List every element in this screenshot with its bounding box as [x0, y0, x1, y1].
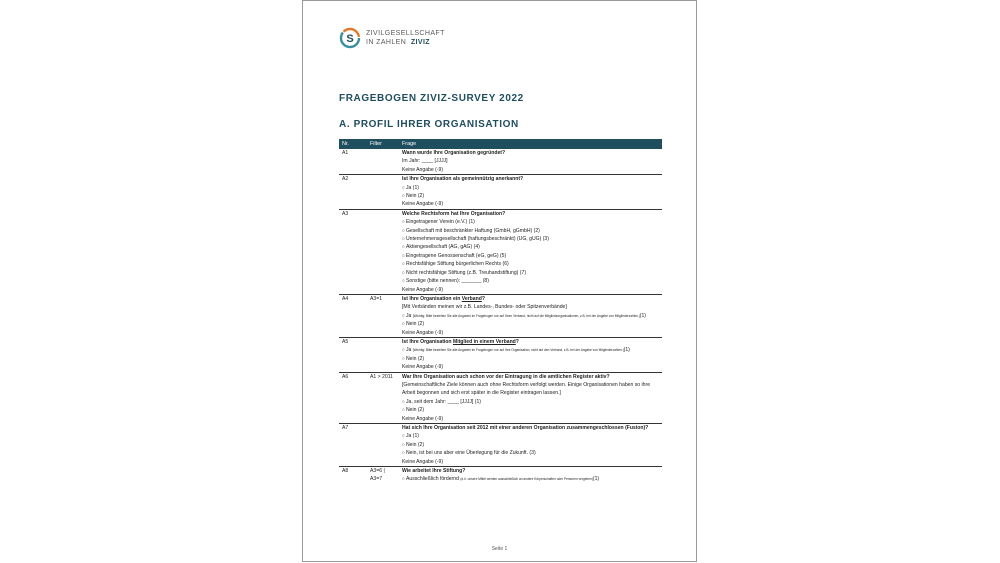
answer-line: Keine Angabe (-9) — [402, 415, 444, 422]
question-text: Ist Ihre Organisation Mitglied in einem Verband? — [402, 338, 519, 345]
table-row — [339, 294, 662, 337]
row-nr: A4 — [339, 294, 367, 337]
row-nr: A2 — [339, 175, 367, 210]
ziviz-logo-icon — [339, 27, 361, 49]
row-nr: A3 — [339, 209, 367, 294]
row-filter — [367, 337, 399, 372]
header-nr: Nr. — [339, 139, 367, 149]
row-question — [399, 424, 662, 467]
row-nr: A8 — [342, 468, 349, 475]
row-filter — [367, 175, 399, 210]
row-question — [399, 294, 662, 337]
row-question — [399, 175, 662, 210]
answer-option[interactable]: ○ Gesellschaft mit beschränkter Haftung (GmbH, gGmbH) (2) — [402, 227, 659, 235]
answer-line: Keine Angabe (-9) — [402, 364, 444, 371]
table-row — [339, 372, 662, 423]
answer-line: Keine Angabe (-9) — [402, 166, 444, 173]
table-row — [339, 337, 662, 372]
row-question — [399, 149, 662, 175]
answer-option[interactable]: ○ Ja (1) — [402, 184, 659, 192]
row-filter: A1 > 2011 — [367, 372, 399, 423]
question-text: War Ihre Organisation auch schon vor der Eintragung in die amtlichen Register aktiv? — [402, 373, 610, 380]
answer-line: Keine Angabe (-9) — [402, 286, 444, 293]
answer-line: Im Jahr: ____ [JJJJ] — [402, 158, 448, 165]
answer-option[interactable]: ○ Eingetragene Genossenschaft (eG, geG) (5) — [402, 252, 659, 260]
question-text: Ist Ihre Organisation ein Verband? — [402, 295, 485, 302]
table-row — [339, 209, 662, 294]
answer-option[interactable]: ○ Ja [Wichtig: Bitte beziehen Sie alle Angaben im Fragebogen nur auf Ihre Organisation, nicht auf den Verband, z.B. bei der Angabe von Mitgliederzahlen.](1) — [402, 346, 659, 354]
answer-option[interactable]: ○ Ja, seit dem Jahr: ____ [JJJJ] (1) — [402, 398, 659, 406]
answer-option[interactable]: ○ Sonstige (bitte nennen): _______ (8) — [402, 277, 659, 285]
row-nr: A1 — [339, 149, 367, 175]
row-nr: A6 — [339, 372, 367, 423]
table-row — [339, 467, 662, 484]
page-footer: Seite 1 — [491, 546, 508, 552]
header-filter: Filter — [367, 139, 399, 149]
answer-option[interactable]: ○ Nein (2) — [402, 320, 659, 328]
answer-option[interactable]: ○ Nein (2) — [402, 355, 659, 363]
answer-option[interactable]: ○ Aktiengesellschaft (AG, gAG) (4) — [402, 243, 659, 251]
row-filter — [367, 149, 399, 175]
table-header-row — [339, 139, 662, 149]
row-filter: A3=6 | A3=7 — [370, 468, 385, 483]
row-question — [399, 372, 662, 423]
answer-line: Keine Angabe (-9) — [402, 458, 444, 465]
answer-line: Keine Angabe (-9) — [402, 201, 444, 208]
question-note: [Gemeinschaftliche Ziele können auch ohne Rechtsform verfolgt werden. Einige Organisationen haben so ihre Arbeit begonnen und sich erst später in die Register eintragen lassen.] — [402, 381, 651, 397]
answer-option[interactable]: ○ Ja (1) — [402, 432, 659, 440]
question-text: Ist Ihre Organisation als gemeinnützig anerkannt? — [402, 176, 524, 183]
table-row — [339, 149, 662, 175]
answer-option[interactable]: ○ Ausschließlich fördernd (d.h. unsere Mittel werden ausschließlich an andere Körperschaften oder Personen vergeben)(1) — [402, 475, 659, 483]
row-nr: A7 — [339, 424, 367, 467]
header-frage: Frage — [399, 139, 662, 149]
logo-line2: IN ZAHLEN ZIVIZ — [366, 39, 430, 46]
table-row — [339, 424, 662, 467]
answer-option[interactable]: ○ Eingetragener Verein (e.V.) (1) — [402, 218, 659, 226]
row-filter — [367, 209, 399, 294]
row-question — [399, 209, 662, 294]
logo-line1: ZIVILGESELLSCHAFT — [366, 30, 445, 37]
answer-line: Keine Angabe (-9) — [402, 329, 444, 336]
section-title: A. PROFIL IHRER ORGANISATION — [339, 119, 519, 130]
document-title: FRAGEBOGEN ZIVIZ-SURVEY 2022 — [339, 93, 524, 104]
answer-option[interactable]: ○ Nein (2) — [402, 192, 659, 200]
table-row — [339, 175, 662, 210]
question-text: Wann wurde Ihre Organisation gegründet? — [402, 150, 506, 156]
row-filter — [367, 424, 399, 467]
answer-option[interactable]: ○ Unternehmensgesellschaft (haftungsbeschränkt) (UG, gUG) (3) — [402, 235, 659, 243]
row-filter: A3=1 — [367, 294, 399, 337]
row-question — [399, 337, 662, 372]
answer-option[interactable]: ○ Nein (2) — [402, 441, 659, 449]
question-text: Welche Rechtsform hat Ihre Organisation? — [402, 210, 506, 217]
answer-option[interactable]: ○ Nein (2) — [402, 406, 659, 414]
answer-option[interactable]: ○ Nicht rechtsfähige Stiftung (z.B. Treuhandstiftung) (7) — [402, 269, 659, 277]
row-nr: A5 — [339, 337, 367, 372]
question-text: Hat sich Ihre Organisation seit 2012 mit einer anderen Organisation zusammengeschlossen (Fusion)? — [402, 425, 649, 431]
answer-option[interactable]: ○ Ja [Wichtig: Bitte beziehen Sie alle Angaben im Fragebogen nur auf Ihren Verband, nicht auf die Mitgliedsorganisationen, z.B. bei der Angabe von Mitgliederzahlen.](1) — [402, 312, 659, 320]
row-question — [399, 467, 662, 484]
question-note: [Mit Verbänden meinen wir z.B. Landes-, Bundes- oder Spitzenverbände] — [402, 304, 567, 311]
questionnaire-table — [339, 139, 662, 484]
svg-text:S: S — [346, 33, 354, 45]
answer-option[interactable]: ○ Rechtsfähige Stiftung bürgerlichen Rechts (6) — [402, 260, 659, 268]
answer-option[interactable]: ○ Nein, ist bei uns aber eine Überlegung für die Zukunft. (3) — [402, 449, 659, 457]
document-page — [302, 0, 697, 562]
logo-text — [366, 29, 445, 47]
question-text: Wie arbeitet Ihre Stiftung? — [402, 468, 466, 475]
